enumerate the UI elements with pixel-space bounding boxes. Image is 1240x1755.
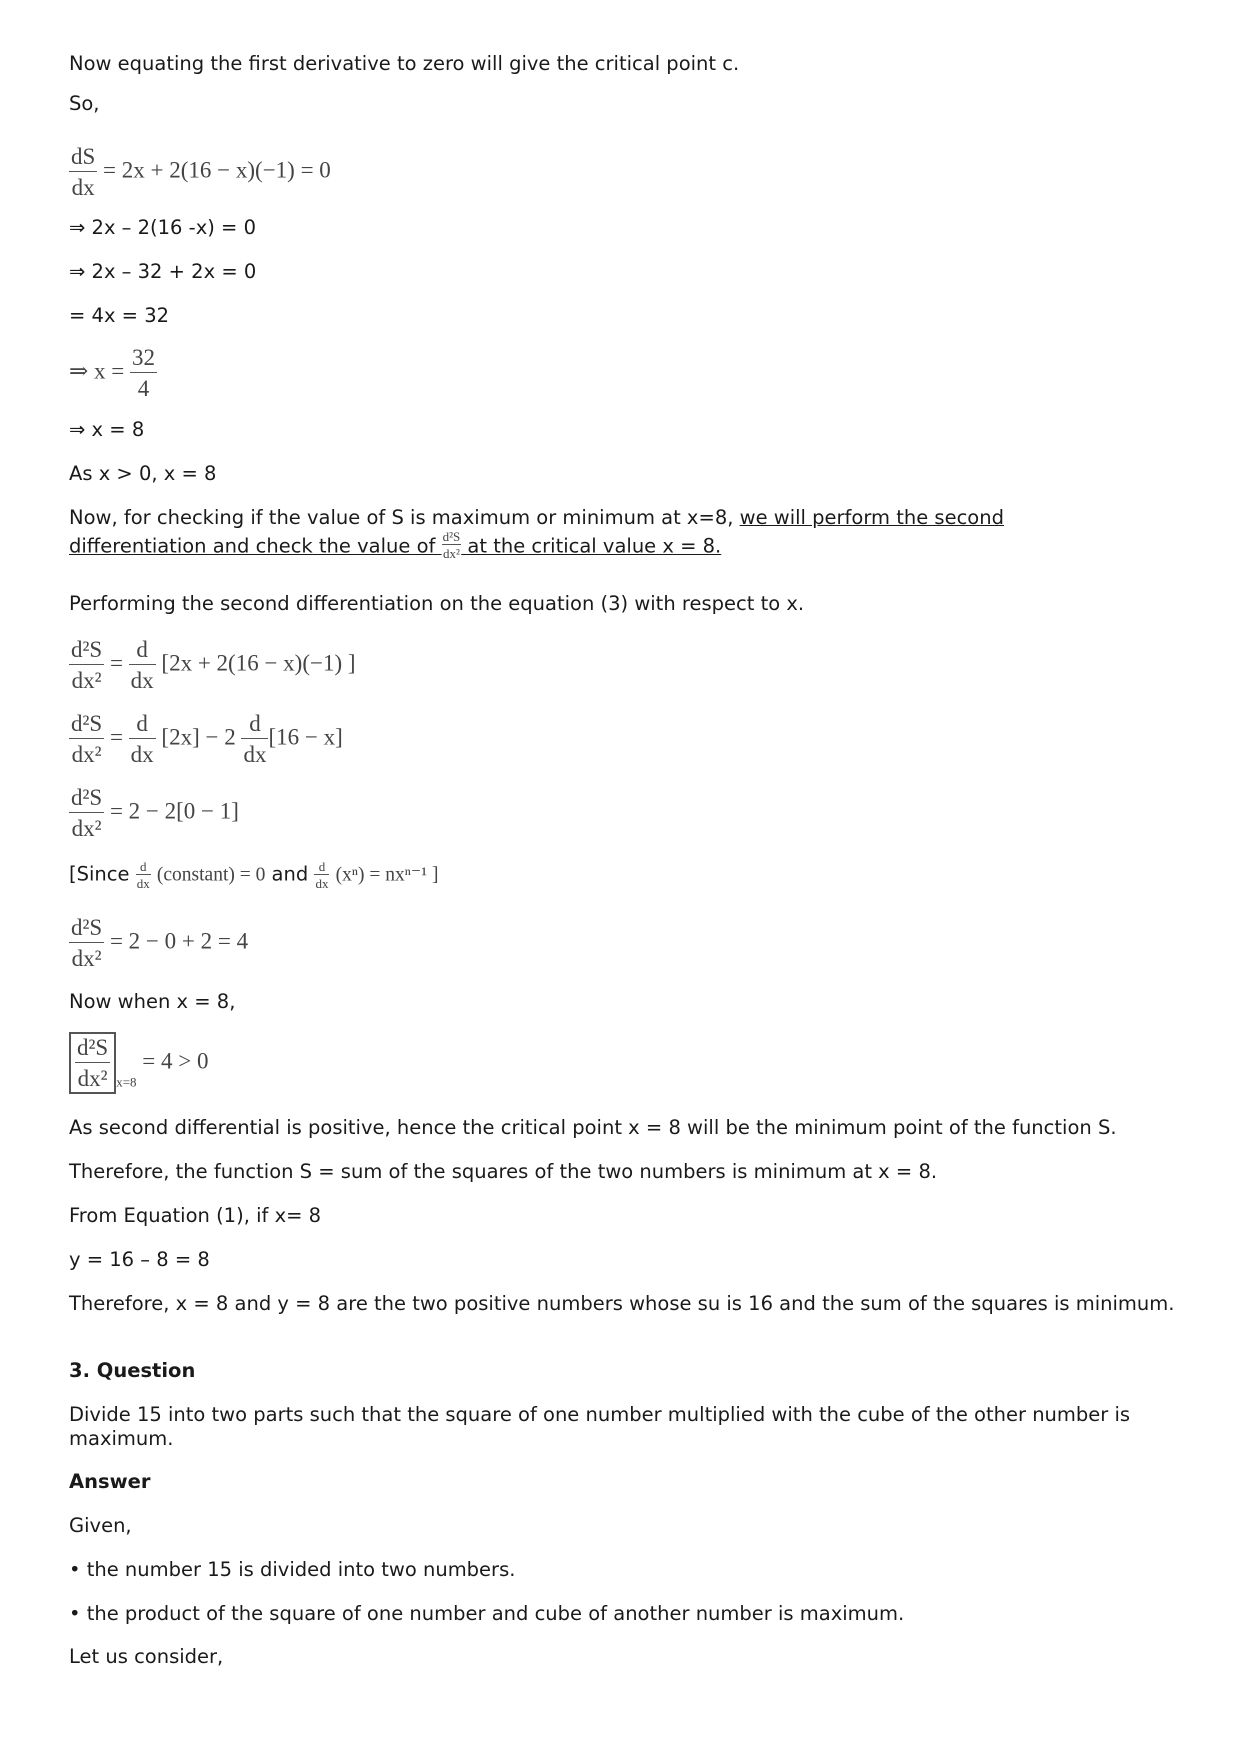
- fraction-ds-dx: $\frac{dS}{dx}$: [71, 144, 96, 200]
- question-text: Divide 15 into two parts such that the square of one number multiplied with the cube of the other number is maximum.: [69, 1403, 1131, 1450]
- text-line: y = 16 – 8 = 8: [69, 1248, 210, 1271]
- text-line: As second differential is positive, hence the critical point x = 8 will be the minimum point of the function S.: [69, 1116, 1117, 1139]
- text-line: So,: [69, 92, 100, 115]
- text-line: Let us consider,: [69, 1645, 224, 1668]
- text-line: ⇒ 2x – 2(16 -x) = 0: [69, 216, 256, 239]
- equation-first-derivative: $\frac{dS}{dx}$ = 2x + 2(16 − x)(−1) = 0: [71, 144, 331, 200]
- text-line: Given,: [69, 1514, 132, 1537]
- text-line: As x > 0, x = 8: [69, 462, 217, 485]
- list-item: • the number 15 is divided into two numbers.: [69, 1558, 516, 1581]
- equation-second-derivative-a: $\frac{\text{d²S}}{\text{dx²}}$ = $\frac{d}{dx}$ [2x + 2(16 − x)(−1) ]: [71, 637, 356, 693]
- text-line: From Equation (1), if x= 8: [69, 1204, 322, 1227]
- text-paragraph: Therefore, x = 8 and y = 8 are the two positive numbers whose su is 16 and the sum of the squares is minimum.: [69, 1292, 1175, 1315]
- text-line: Therefore, the function S = sum of the squares of the two numbers is minimum at x = 8.: [69, 1160, 938, 1183]
- text-line: Now equating the first derivative to zero will give the critical point c.: [69, 52, 740, 75]
- fraction-d2s-dx2-inline: $\frac{\text{d²S}}{\text{dx²}}$: [442, 529, 461, 561]
- text-line: ⇒ 2x – 32 + 2x = 0: [69, 260, 257, 283]
- fraction-32-4: $\frac{32}{4}$: [132, 345, 155, 401]
- text-line: Now when x = 8,: [69, 990, 236, 1013]
- question-heading: 3. Question: [69, 1359, 196, 1382]
- list-item: • the product of the square of one number and cube of another number is maximum.: [69, 1602, 905, 1625]
- text-line: ⇒ x = 8: [69, 418, 145, 441]
- since-note: [Since $\frac{d}{dx}$ (constant) = 0 and $\frac{d}{dx}$ (xⁿ) = nxⁿ⁻¹ ]: [69, 859, 439, 891]
- text-line: differentiation and check the value of $\frac{\text{d²S}}{\text{dx²}}$ at the critical value x = 8.: [69, 529, 722, 561]
- equation-second-derivative-d: $\frac{\text{d²S}}{\text{dx²}}$ = 2 − 0 + 2 = 4: [71, 915, 249, 971]
- equation-evaluation: $\frac{\text{d²S}}{\text{dx²}}$ $_{x=8}$ = 4 > 0: [69, 1032, 208, 1094]
- text-line: Now, for checking if the value of S is maximum or minimum at x=8, we will perform the second: [69, 506, 1004, 529]
- answer-heading: Answer: [69, 1470, 151, 1493]
- equation-second-derivative-c: $\frac{\text{d²S}}{\text{dx²}}$ = 2 − 2[0 − 1]: [71, 785, 239, 841]
- equation-second-derivative-b: $\frac{\text{d²S}}{\text{dx²}}$ = $\frac{d}{dx}$ [2x] − 2 $\frac{d}{dx}$ [16 − x]: [71, 711, 343, 767]
- equation-x-fraction: ⇒ x = $\frac{32}{4}$: [69, 345, 155, 401]
- text-line: Performing the second differentiation on the equation (3) with respect to x.: [69, 592, 805, 615]
- text-line: = 4x = 32: [69, 304, 170, 327]
